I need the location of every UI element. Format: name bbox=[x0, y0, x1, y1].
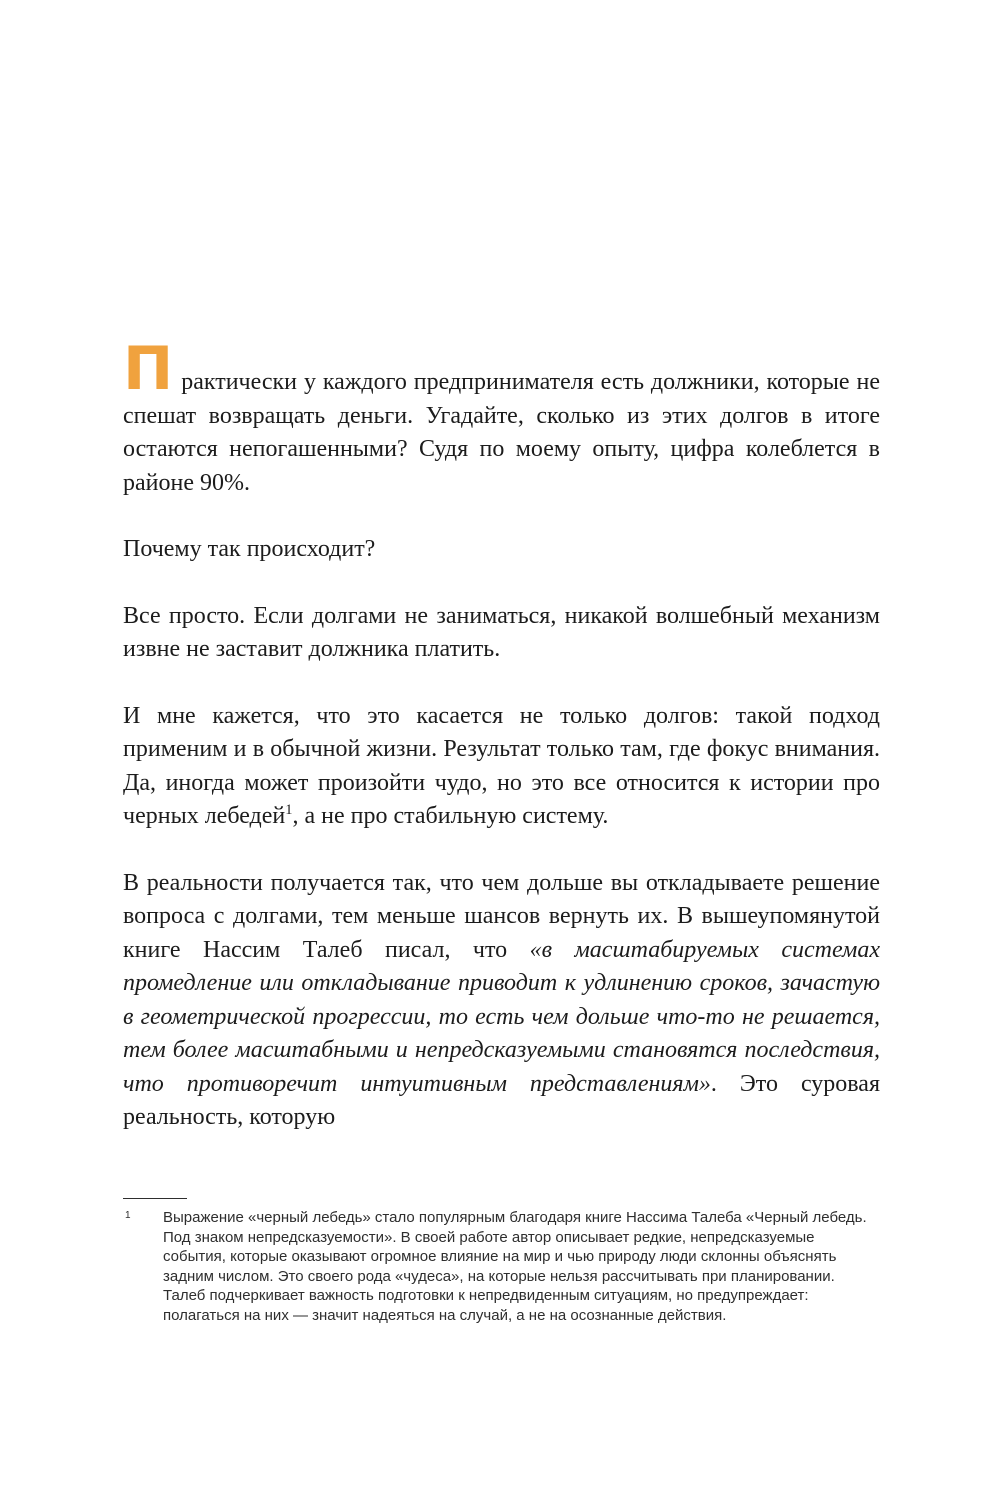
footnote bbox=[123, 1198, 880, 1325]
paragraph bbox=[123, 600, 880, 667]
text-run: . Это суровая реальность, которую bbox=[123, 1070, 881, 1130]
paragraph bbox=[123, 700, 880, 834]
footnote-divider bbox=[123, 1198, 187, 1199]
text-run: рактически у каждого предпринимателя есть должники, которые не спешат возвращать деньги. Угадайте, сколько из этих долгов в итоге остаются непогашенными? Судя по моему опыту, цифра колеблется в районе 90%. bbox=[123, 369, 880, 496]
text-run: , а не про стабильную систему. bbox=[292, 803, 609, 829]
footnote-reference: 1 bbox=[285, 802, 293, 818]
text-run: В реальности получается так, что чем дольше вы откладываете решение вопроса с долгами, тем меньше шансов вернуть их. В вышеупомянутой книге Нассим Талеб писал, что bbox=[123, 869, 880, 963]
paragraph bbox=[123, 533, 880, 567]
footnote-text: Выражение «черный лебедь» стало популярным благодаря книге Нассима Талеба «Черный лебедь. Под знаком непредсказуемости». В своей работе автор описывает редкие, непредсказуемые события, которые оказывают огромное влияние на мир и чью природу люди склонны объяснять задним числом. Это своего рода «чудеса», на которые нельзя рассчитывать при планировании. Талеб подчеркивает важность подготовки к непредвиденным ситуациям, но предупреждает: полагаться на них — значит надеяться на случай, а не на осознанные действия. bbox=[163, 1209, 867, 1324]
footnote-body bbox=[123, 1208, 880, 1325]
paragraph bbox=[123, 334, 880, 500]
text-run: «в масштабируемых системах промедление или откладывание приводит к удлинению сроков, зачастую в геометрической прогрессии, то есть чем дольше что-то не решается, тем более масштабными и непредсказуемыми становятся последствия, что противоречит интуитивным представлениям» bbox=[123, 936, 880, 1097]
text-run: Все просто. Если долгами не заниматься, никакой волшебный механизм извне не заставит должника платить. bbox=[123, 602, 880, 662]
text-run: Почему так происходит? bbox=[123, 536, 376, 562]
drop-cap-letter: П bbox=[123, 334, 174, 404]
paragraph bbox=[123, 867, 880, 1135]
text-run: И мне кажется, что это касается не только долгов: такой подход применим и в обычной жизни. Результат только там, где фокус внимания. Да, иногда может произойти чудо, но это все относится к истории про черных лебедей bbox=[123, 702, 880, 829]
body-text bbox=[123, 334, 881, 1168]
footnote-marker: 1 bbox=[125, 1210, 131, 1221]
